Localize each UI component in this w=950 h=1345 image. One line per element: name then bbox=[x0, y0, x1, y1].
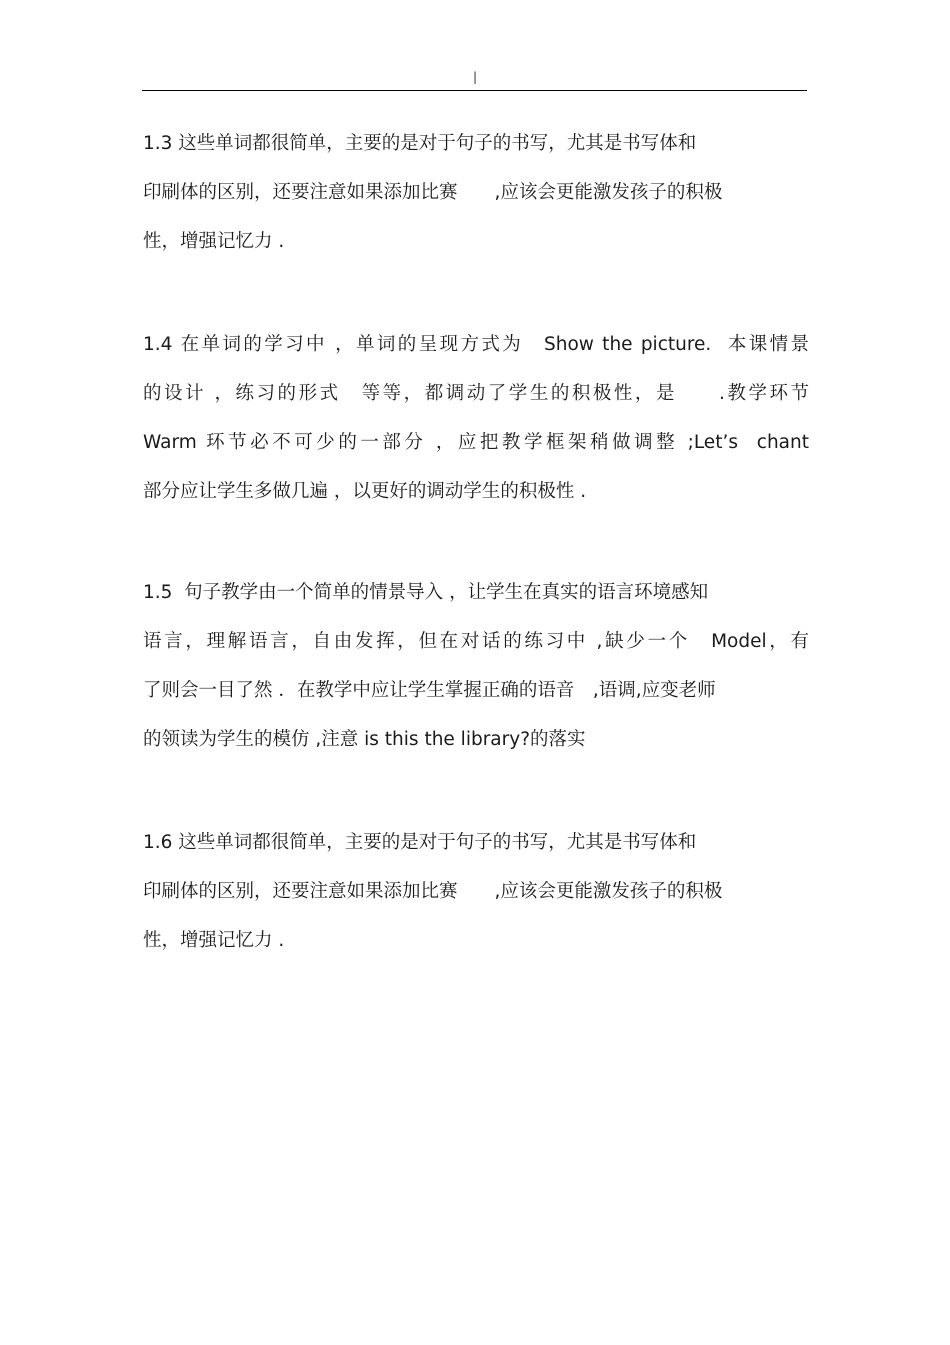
paragraph-line: Warm 环节必不可少的一部分 ，应把教学框架稍做调整 ;Let’s chant bbox=[143, 432, 809, 453]
paragraph-1-5 bbox=[143, 582, 809, 778]
paragraph-1-4 bbox=[143, 334, 809, 530]
paragraph-1-3 bbox=[143, 133, 809, 280]
paragraph-line: 语言，理解语言，自由发挥，但在对话的练习中 ,缺少一个 Model，有 bbox=[143, 631, 809, 652]
paragraph-line: 1.4 在单词的学习中 ，单词的呈现方式为 Show the picture. 本课情景 bbox=[143, 334, 809, 355]
paragraph-line: 性，增强记忆力 . bbox=[143, 231, 285, 252]
page-header-mark: | bbox=[473, 70, 478, 84]
paragraph-line: 了则会一目了然 ．在教学中应让学生掌握正确的语音 ,语调,应变老师 bbox=[143, 680, 716, 701]
paragraph-line: 1.6 这些单词都很简单，主要的是对于句子的书写，尤其是书写体和 bbox=[143, 832, 697, 853]
paragraph-line: 部分应让学生多做几遍 ，以更好的调动学生的积极性 . bbox=[143, 481, 587, 502]
paragraph-line: 1.5 句子教学由一个简单的情景导入 ，让学生在真实的语言环境感知 bbox=[143, 582, 709, 603]
paragraph-line: 1.3 这些单词都很简单，主要的是对于句子的书写，尤其是书写体和 bbox=[143, 133, 697, 154]
paragraph-line: 印刷体的区别，还要注意如果添加比赛 ,应该会更能激发孩子的积极 bbox=[143, 881, 723, 902]
paragraph-line: 的设计 ，练习的形式 等等，都调动了学生的积极性，是 .教学环节 bbox=[143, 383, 809, 404]
paragraph-line: 印刷体的区别，还要注意如果添加比赛 ,应该会更能激发孩子的积极 bbox=[143, 182, 723, 203]
paragraph-line: 的领读为学生的模仿 ,注意 is this the library?的落实 bbox=[143, 729, 586, 750]
paragraph-line: 性，增强记忆力 . bbox=[143, 930, 285, 951]
header-divider bbox=[142, 90, 807, 91]
paragraph-1-6 bbox=[143, 832, 809, 979]
